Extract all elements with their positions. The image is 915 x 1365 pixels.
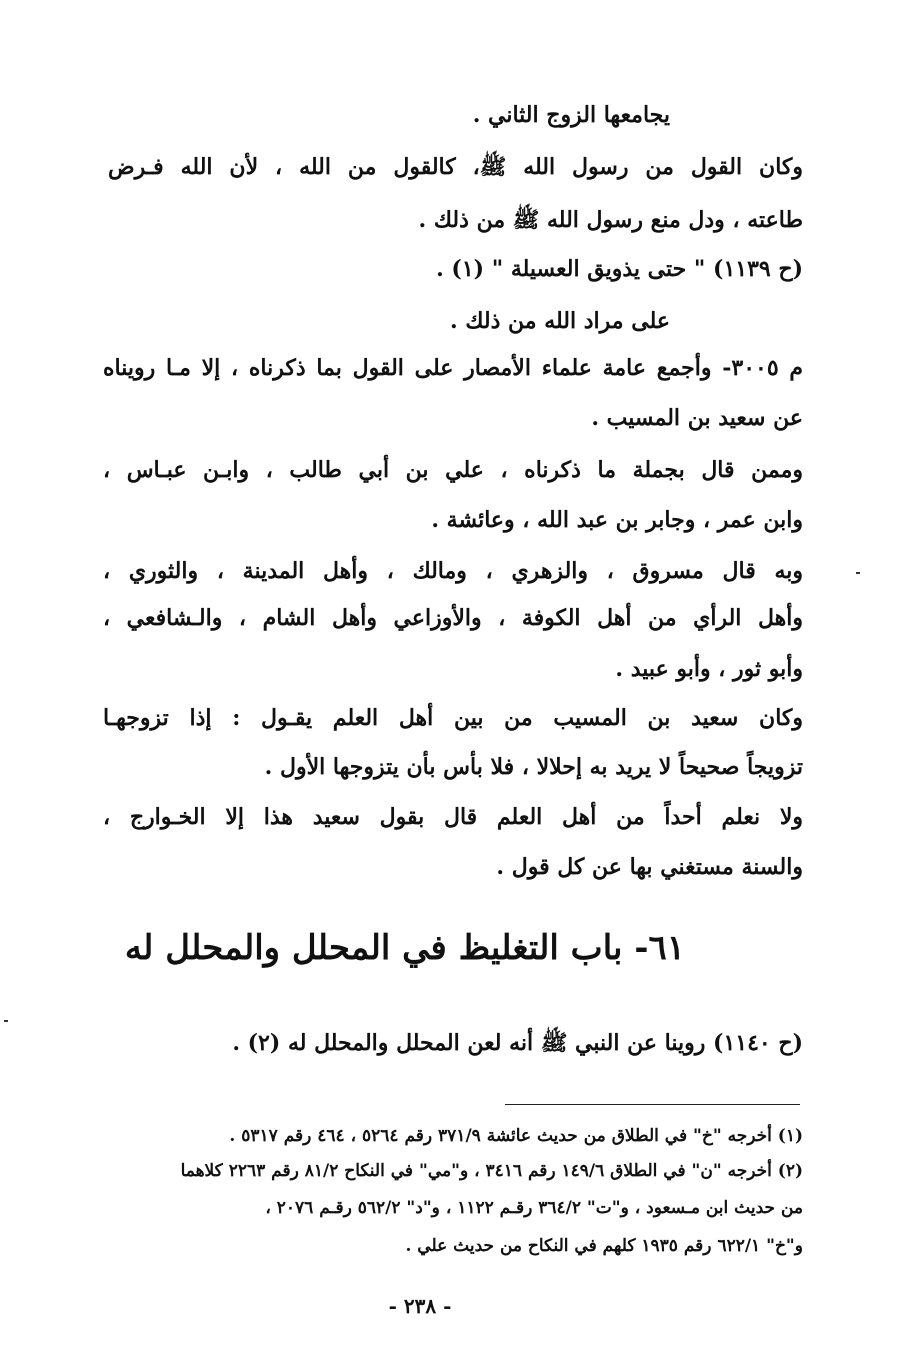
masala-3005: م ٣٠٠٥- وأجمع عامة علماء الأمصار على القول بما ذكرناه ، إلا مـا رويناه (103, 355, 803, 381)
text-line-3: طاعته ، ودل منع رسول الله ﷺ من ذلك . (418, 207, 803, 233)
scan-speck (856, 572, 860, 574)
text-line-16: والسنة مستغني بها عن كل قول . (496, 854, 803, 880)
footnote-1: (١) أخرجه "خ" في الطلاق من حديث عائشة ٣٧١/٩ رقم ٥٢٦٤ ، ٤٦٤ رقم ٥٣١٧ . (229, 1126, 803, 1146)
text-line-11: وأهل الرأي من أهل الكوفة ، والأوزاعي وأهل الشام ، والـشافعي ، (103, 605, 803, 631)
page-number: - ٢٣٨ - (388, 1294, 452, 1318)
footnote-2-line-1: (٢) أخرجه "ن" في الطلاق ١٤٩/٦ رقم ٣٤١٦ ، و"مي" في النكاح ٨١/٢ رقم ٢٢٦٣ كلاهما (180, 1161, 803, 1181)
footnote-2-line-3: و"خ" ٦٢٢/١ رقم ١٩٣٥ كلهم في النكاح من حديث علي . (405, 1236, 803, 1256)
text-line-8: وممن قال بجملة ما ذكرناه ، علي بن أبي طالب ، وابـن عبـاس ، (103, 457, 803, 483)
chapter-heading: ٦١- باب التغليظ في المحلل والمحلل له (124, 928, 685, 968)
footnote-separator (505, 1104, 800, 1105)
hadith-1139: (ح ١١٣٩) " حتى يذويق العسيلة " (١) . (436, 256, 803, 282)
text-line-7: عن سعيد بن المسيب . (591, 405, 803, 431)
footnote-2-line-2: من حديث ابن مـسعود ، و"ت" ٣٦٤/٢ رقـم ١١٢٢ ، و"د" ٥٦٢/٢ رقـم ٢٠٧٦ ، (265, 1198, 803, 1218)
text-line-13: وكان سعيد بن المسيب من بين أهل العلم يقـول : إذا تزوجهـا (103, 705, 803, 731)
text-line-15: ولا نعلم أحداً من أهل العلم قال بقول سعيد هذا إلا الخـوارج ، (103, 804, 803, 830)
hadith-1140: (ح ١١٤٠) روينا عن النبي ﷺ أنه لعن المحلل والمحلل له (٢) . (232, 1030, 803, 1056)
text-line-1: يجامعها الزوج الثاني . (472, 102, 670, 128)
text-line-14: تزويجاً صحيحاً لا يريد به إحلالا ، فلا بأس بأن يتزوجها الأول . (264, 754, 803, 780)
text-line-9: وابن عمر ، وجابر بن عبد الله ، وعائشة . (431, 507, 803, 533)
text-line-10: وبه قال مسروق ، والزهري ، ومالك ، وأهل المدينة ، والثوري ، (103, 558, 803, 584)
scan-speck (4, 1020, 8, 1022)
text-line-5: على مراد الله من ذلك . (450, 308, 670, 334)
text-line-2: وكان القول من رسول الله ﷺ، كالقول من الله ، لأن الله فـرض (108, 154, 803, 180)
text-line-12: وأبو ثور ، وأبو عبيد . (615, 656, 803, 682)
